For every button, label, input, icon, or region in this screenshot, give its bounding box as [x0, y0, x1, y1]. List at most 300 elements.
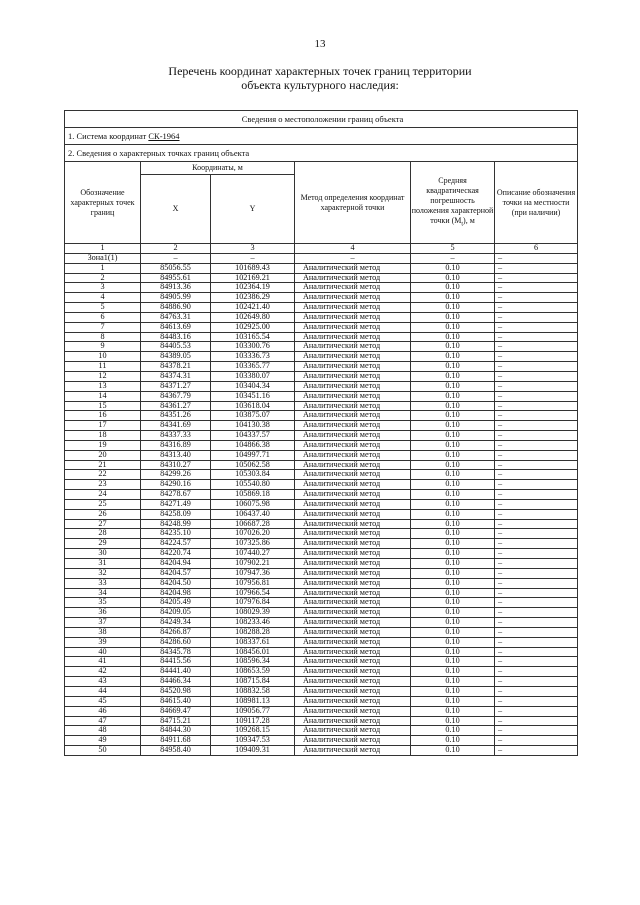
coord-y: 108029.39 [211, 608, 295, 618]
coord-y: 108715.84 [211, 677, 295, 687]
description: – [495, 539, 578, 549]
point-number: 30 [65, 549, 141, 559]
table-row [65, 421, 578, 431]
coord-y: 104997.71 [211, 450, 295, 460]
page-number: 13 [314, 38, 326, 50]
description: – [495, 440, 578, 450]
method: Аналитический метод [295, 539, 411, 549]
coord-x: 84266.87 [141, 627, 211, 637]
document-title [0, 64, 640, 92]
table-row [65, 490, 578, 500]
coord-y: 102169.21 [211, 273, 295, 283]
table-row [65, 608, 578, 618]
table-row [65, 480, 578, 490]
table-row [65, 519, 578, 529]
method: Аналитический метод [295, 490, 411, 500]
point-number: 27 [65, 519, 141, 529]
method: Аналитический метод [295, 598, 411, 608]
colnum: 4 [295, 244, 411, 254]
description: – [495, 578, 578, 588]
method: Аналитический метод [295, 303, 411, 313]
coord-y: 107902.21 [211, 559, 295, 569]
description: – [495, 736, 578, 746]
description: – [495, 696, 578, 706]
coord-y: 109268.15 [211, 726, 295, 736]
error: 0.10 [411, 499, 495, 509]
error: 0.10 [411, 371, 495, 381]
table-row [65, 283, 578, 293]
method: Аналитический метод [295, 273, 411, 283]
table-row [65, 440, 578, 450]
error: 0.10 [411, 273, 495, 283]
point-number: 11 [65, 362, 141, 372]
table-row [65, 470, 578, 480]
point-number: 29 [65, 539, 141, 549]
description: – [495, 431, 578, 441]
description: – [495, 381, 578, 391]
point-number: 12 [65, 371, 141, 381]
coord-x: 84286.60 [141, 637, 211, 647]
error: 0.10 [411, 588, 495, 598]
description: – [495, 293, 578, 303]
table-row [65, 312, 578, 322]
point-number: 20 [65, 450, 141, 460]
col-designation: Обозначение характерных точек границ [65, 162, 141, 244]
table-row [65, 371, 578, 381]
coord-x: 84313.40 [141, 450, 211, 460]
point-number: 49 [65, 736, 141, 746]
error: 0.10 [411, 657, 495, 667]
method: Аналитический метод [295, 283, 411, 293]
description: – [495, 401, 578, 411]
point-number: 34 [65, 588, 141, 598]
coord-x: 84209.05 [141, 608, 211, 618]
point-number: 18 [65, 431, 141, 441]
description: – [495, 312, 578, 322]
table-row [65, 578, 578, 588]
error: 0.10 [411, 726, 495, 736]
description: – [495, 362, 578, 372]
coord-x: 84205.49 [141, 598, 211, 608]
error: 0.10 [411, 480, 495, 490]
coord-y: 108981.13 [211, 696, 295, 706]
description: – [495, 460, 578, 470]
table-row [65, 303, 578, 313]
col-method: Метод определения координат характерной точки [295, 162, 411, 244]
point-number: 31 [65, 559, 141, 569]
description: – [495, 470, 578, 480]
point-number: 38 [65, 627, 141, 637]
coord-x: 84248.99 [141, 519, 211, 529]
coord-x: 84520.98 [141, 686, 211, 696]
coord-x: 84361.27 [141, 401, 211, 411]
zone-error: – [411, 253, 495, 263]
description: – [495, 716, 578, 726]
coord-x: 84249.34 [141, 618, 211, 628]
coord-x: 84378.21 [141, 362, 211, 372]
method: Аналитический метод [295, 362, 411, 372]
description: – [495, 746, 578, 756]
description: – [495, 490, 578, 500]
table-row [65, 746, 578, 756]
coord-x: 84224.57 [141, 539, 211, 549]
method: Аналитический метод [295, 352, 411, 362]
coord-y: 107440.27 [211, 549, 295, 559]
coord-y: 108337.61 [211, 637, 295, 647]
colnum: 6 [495, 244, 578, 254]
error: 0.10 [411, 746, 495, 756]
description: – [495, 371, 578, 381]
error: 0.10 [411, 352, 495, 362]
coord-x: 84204.98 [141, 588, 211, 598]
coord-x: 84204.94 [141, 559, 211, 569]
method: Аналитический метод [295, 381, 411, 391]
method: Аналитический метод [295, 686, 411, 696]
method: Аналитический метод [295, 568, 411, 578]
description: – [495, 559, 578, 569]
table-row [65, 391, 578, 401]
description: – [495, 322, 578, 332]
table-row [65, 559, 578, 569]
description: – [495, 263, 578, 273]
coord-y: 107026.20 [211, 529, 295, 539]
system-value: СК-1964 [148, 131, 180, 141]
point-number: 41 [65, 657, 141, 667]
coord-x: 84405.53 [141, 342, 211, 352]
coord-x: 84374.31 [141, 371, 211, 381]
method: Аналитический метод [295, 696, 411, 706]
zone-name: Зона1(1) [65, 253, 141, 263]
point-number: 46 [65, 706, 141, 716]
zone-desc: – [495, 253, 578, 263]
method: Аналитический метод [295, 263, 411, 273]
zone-y: – [211, 253, 295, 263]
coord-y: 107325.86 [211, 539, 295, 549]
point-number: 19 [65, 440, 141, 450]
points-header: 2. Сведения о характерных точках границ объекта [65, 145, 578, 162]
description: – [495, 677, 578, 687]
description: – [495, 391, 578, 401]
coord-y: 106687.28 [211, 519, 295, 529]
error: 0.10 [411, 391, 495, 401]
table-row [65, 342, 578, 352]
coord-x: 84204.57 [141, 568, 211, 578]
error: 0.10 [411, 263, 495, 273]
point-number: 47 [65, 716, 141, 726]
coord-y: 105303.84 [211, 470, 295, 480]
error: 0.10 [411, 332, 495, 342]
coord-y: 103404.34 [211, 381, 295, 391]
error: 0.10 [411, 421, 495, 431]
coord-x: 84715.21 [141, 716, 211, 726]
coord-y: 108596.34 [211, 657, 295, 667]
coord-y: 108233.46 [211, 618, 295, 628]
coord-x: 84220.74 [141, 549, 211, 559]
error: 0.10 [411, 559, 495, 569]
table-row [65, 736, 578, 746]
description: – [495, 303, 578, 313]
coord-x: 84310.27 [141, 460, 211, 470]
method: Аналитический метод [295, 401, 411, 411]
point-number: 37 [65, 618, 141, 628]
coord-x: 84441.40 [141, 667, 211, 677]
point-number: 2 [65, 273, 141, 283]
error: 0.10 [411, 411, 495, 421]
method: Аналитический метод [295, 618, 411, 628]
table-row [65, 637, 578, 647]
col-description: Описание обозначения точки на местности (при наличии) [495, 162, 578, 244]
method: Аналитический метод [295, 342, 411, 352]
description: – [495, 509, 578, 519]
coord-y: 102649.80 [211, 312, 295, 322]
coord-y: 107966.54 [211, 588, 295, 598]
description: – [495, 480, 578, 490]
colnum: 3 [211, 244, 295, 254]
error: 0.10 [411, 736, 495, 746]
table-row [65, 686, 578, 696]
error: 0.10 [411, 381, 495, 391]
method: Аналитический метод [295, 332, 411, 342]
coord-y: 108456.01 [211, 647, 295, 657]
coord-x: 84290.16 [141, 480, 211, 490]
error: 0.10 [411, 431, 495, 441]
coord-y: 103165.54 [211, 332, 295, 342]
error: 0.10 [411, 440, 495, 450]
point-number: 3 [65, 283, 141, 293]
col-x: X [141, 175, 211, 244]
point-number: 45 [65, 696, 141, 706]
coord-x: 84316.89 [141, 440, 211, 450]
error: 0.10 [411, 470, 495, 480]
coord-x: 84905.99 [141, 293, 211, 303]
coord-y: 103336.73 [211, 352, 295, 362]
coord-x: 84299.26 [141, 470, 211, 480]
error: 0.10 [411, 598, 495, 608]
coord-x: 84235.10 [141, 529, 211, 539]
point-number: 43 [65, 677, 141, 687]
coord-y: 103300.76 [211, 342, 295, 352]
point-number: 9 [65, 342, 141, 352]
point-number: 40 [65, 647, 141, 657]
error: 0.10 [411, 686, 495, 696]
error: 0.10 [411, 549, 495, 559]
coord-x: 84466.34 [141, 677, 211, 687]
method: Аналитический метод [295, 736, 411, 746]
coord-y: 109347.53 [211, 736, 295, 746]
table-row [65, 450, 578, 460]
method: Аналитический метод [295, 499, 411, 509]
coord-x: 84615.40 [141, 696, 211, 706]
description: – [495, 568, 578, 578]
coord-x: 84258.09 [141, 509, 211, 519]
description: – [495, 352, 578, 362]
table-row [65, 273, 578, 283]
error: 0.10 [411, 647, 495, 657]
column-numbers-row [65, 244, 578, 254]
point-number: 44 [65, 686, 141, 696]
colnum: 5 [411, 244, 495, 254]
table-row [65, 362, 578, 372]
point-number: 22 [65, 470, 141, 480]
coord-x: 84911.68 [141, 736, 211, 746]
title-line-1: Перечень координат характерных точек границ территории [168, 64, 472, 78]
method: Аналитический метод [295, 460, 411, 470]
table-row [65, 322, 578, 332]
method: Аналитический метод [295, 716, 411, 726]
error: 0.10 [411, 677, 495, 687]
table-row [65, 549, 578, 559]
zone-row [65, 253, 578, 263]
point-number: 17 [65, 421, 141, 431]
table-row [65, 431, 578, 441]
coord-x: 84613.69 [141, 322, 211, 332]
coord-x: 84389.05 [141, 352, 211, 362]
method: Аналитический метод [295, 519, 411, 529]
coord-y: 107976.84 [211, 598, 295, 608]
coord-y: 103618.04 [211, 401, 295, 411]
description: – [495, 598, 578, 608]
method: Аналитический метод [295, 608, 411, 618]
method: Аналитический метод [295, 588, 411, 598]
table-row [65, 588, 578, 598]
title-line-2: объекта культурного наследия: [241, 78, 399, 92]
zone-x: – [141, 253, 211, 263]
method: Аналитический метод [295, 391, 411, 401]
error: 0.10 [411, 696, 495, 706]
method: Аналитический метод [295, 549, 411, 559]
coord-y: 101689.43 [211, 263, 295, 273]
method: Аналитический метод [295, 647, 411, 657]
description: – [495, 283, 578, 293]
table-row [65, 401, 578, 411]
error: 0.10 [411, 509, 495, 519]
method: Аналитический метод [295, 667, 411, 677]
coord-x: 84913.36 [141, 283, 211, 293]
coord-x: 84763.31 [141, 312, 211, 322]
point-number: 7 [65, 322, 141, 332]
point-number: 28 [65, 529, 141, 539]
table-row [65, 539, 578, 549]
col-coords: Координаты, м [141, 162, 295, 175]
coord-y: 109117.28 [211, 716, 295, 726]
point-number: 32 [65, 568, 141, 578]
table-row [65, 381, 578, 391]
method: Аналитический метод [295, 293, 411, 303]
table-row [65, 568, 578, 578]
table-row [65, 598, 578, 608]
table-row [65, 618, 578, 628]
method: Аналитический метод [295, 627, 411, 637]
error: 0.10 [411, 637, 495, 647]
table-row [65, 696, 578, 706]
error: 0.10 [411, 539, 495, 549]
method: Аналитический метод [295, 411, 411, 421]
point-number: 39 [65, 637, 141, 647]
description: – [495, 618, 578, 628]
point-number: 13 [65, 381, 141, 391]
method: Аналитический метод [295, 706, 411, 716]
error: 0.10 [411, 568, 495, 578]
coord-y: 107956.81 [211, 578, 295, 588]
point-number: 16 [65, 411, 141, 421]
description: – [495, 411, 578, 421]
coord-y: 104130.38 [211, 421, 295, 431]
table-row [65, 411, 578, 421]
point-number: 48 [65, 726, 141, 736]
description: – [495, 686, 578, 696]
section-header: Сведения о местоположении границ объекта [65, 111, 578, 128]
error: 0.10 [411, 706, 495, 716]
coord-y: 104337.57 [211, 431, 295, 441]
colnum: 2 [141, 244, 211, 254]
col-y: Y [211, 175, 295, 244]
coord-x: 84371.27 [141, 381, 211, 391]
method: Аналитический метод [295, 509, 411, 519]
description: – [495, 667, 578, 677]
system-label: 1. Система координат [68, 131, 147, 141]
method: Аналитический метод [295, 529, 411, 539]
coord-x: 85056.55 [141, 263, 211, 273]
method: Аналитический метод [295, 440, 411, 450]
coord-y: 106075.98 [211, 499, 295, 509]
coord-y: 105540.80 [211, 480, 295, 490]
table-row [65, 657, 578, 667]
coord-x: 84955.61 [141, 273, 211, 283]
coord-y: 105062.58 [211, 460, 295, 470]
error: 0.10 [411, 519, 495, 529]
description: – [495, 450, 578, 460]
description: – [495, 726, 578, 736]
error: 0.10 [411, 460, 495, 470]
point-number: 15 [65, 401, 141, 411]
coord-y: 105869.18 [211, 490, 295, 500]
point-number: 42 [65, 667, 141, 677]
method: Аналитический метод [295, 559, 411, 569]
table-row [65, 460, 578, 470]
description: – [495, 273, 578, 283]
coord-y: 107947.36 [211, 568, 295, 578]
coord-y: 108288.28 [211, 627, 295, 637]
description: – [495, 519, 578, 529]
coord-x: 84367.79 [141, 391, 211, 401]
coord-y: 102925.00 [211, 322, 295, 332]
description: – [495, 627, 578, 637]
coordinates-table [64, 110, 578, 756]
error: 0.10 [411, 529, 495, 539]
coord-y: 106437.40 [211, 509, 295, 519]
error: 0.10 [411, 283, 495, 293]
point-number: 23 [65, 480, 141, 490]
error: 0.10 [411, 618, 495, 628]
method: Аналитический метод [295, 726, 411, 736]
point-number: 33 [65, 578, 141, 588]
coord-x: 84958.40 [141, 746, 211, 756]
coord-x: 84271.49 [141, 499, 211, 509]
point-number: 36 [65, 608, 141, 618]
coord-x: 84844.30 [141, 726, 211, 736]
error: 0.10 [411, 362, 495, 372]
point-number: 35 [65, 598, 141, 608]
error: 0.10 [411, 293, 495, 303]
coord-y: 103451.16 [211, 391, 295, 401]
error: 0.10 [411, 322, 495, 332]
point-number: 14 [65, 391, 141, 401]
table-row [65, 509, 578, 519]
description: – [495, 706, 578, 716]
method: Аналитический метод [295, 322, 411, 332]
table-row [65, 706, 578, 716]
point-number: 4 [65, 293, 141, 303]
